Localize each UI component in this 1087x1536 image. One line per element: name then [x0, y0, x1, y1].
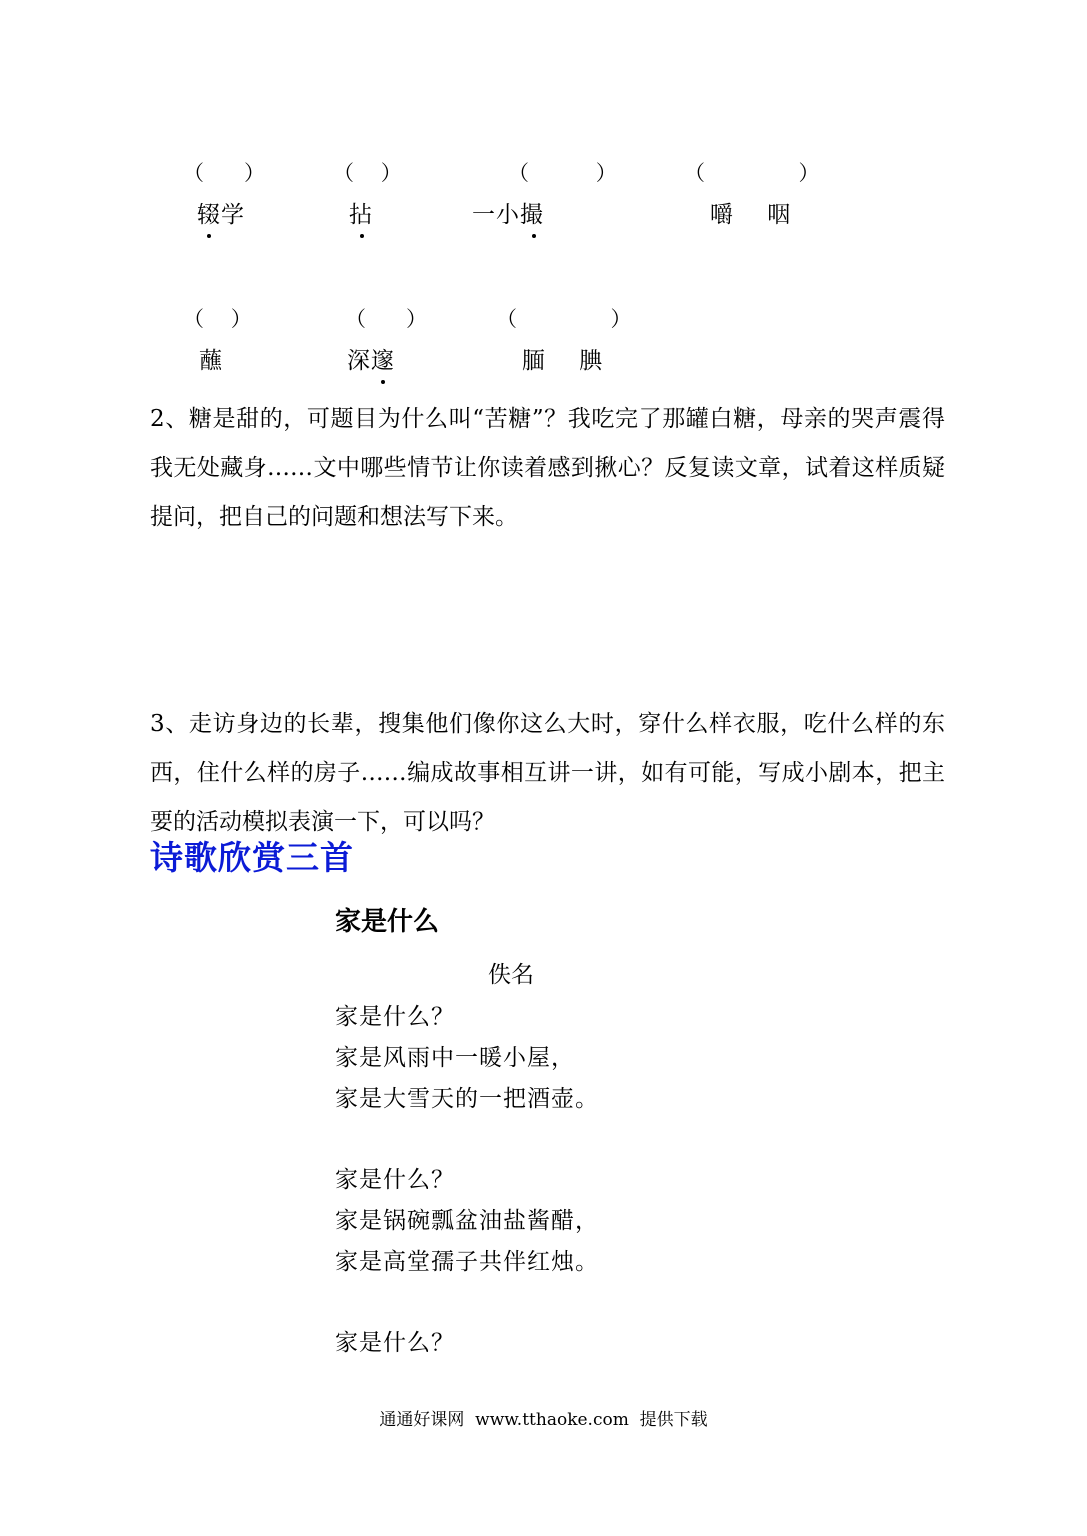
answer-parentheses: （ ）: [508, 161, 617, 185]
emphasis-dot: [207, 234, 211, 238]
emphasis-dot: [381, 380, 385, 384]
stanza-gap: [335, 1283, 599, 1323]
vocab-word: 蘸: [199, 348, 223, 374]
answer-parentheses: （ ）: [183, 307, 252, 331]
poem-line: 家是什么？: [335, 1330, 455, 1356]
question-2: 2、糖是甜的，可题目为什么叫“苦糖”？我吃完了那罐白糖，母亲的哭声震得我无处藏身……文中哪些情节让你读着感到揪心？反复读文章，试着这样质疑提问，把自己的问题和想法写下来。: [150, 406, 945, 530]
stanza-gap: [335, 1120, 599, 1160]
answer-parentheses: （ ）: [345, 307, 428, 331]
pinyin-row-2: [0, 304, 1087, 384]
poem-author: 佚名: [488, 962, 534, 988]
vocab-word: 嚼 咽: [710, 202, 792, 228]
poem-line: 家是高堂孺子共伴红烛。: [335, 1249, 599, 1275]
poem-line: 家是什么？: [335, 1004, 455, 1030]
poem-line: 家是大雪天的一把酒壶。: [335, 1086, 599, 1112]
answer-parentheses: （ ）: [183, 161, 266, 185]
answer-parentheses: （ ）: [496, 307, 632, 331]
poem-title: 家是什么: [335, 907, 440, 937]
question-3: 3、走访身边的长辈，搜集他们像你这么大时，穿什么样衣服，吃什么样的东西，住什么样的房子……编成故事相互讲一讲，如有可能，写成小剧本，把主要的活动模拟表演一下，可以吗？: [150, 711, 945, 835]
answer-parentheses: （ ）: [684, 161, 820, 185]
vocab-word: 拈: [349, 202, 373, 228]
emphasis-dot: [532, 234, 536, 238]
answer-parentheses: （ ）: [333, 161, 402, 185]
section-title: 诗歌欣赏三首: [150, 838, 354, 877]
page-footer: 通通好课网 www.tthaoke.com 提供下载: [379, 1410, 708, 1430]
vocab-word: 一小撮: [472, 202, 544, 228]
vocab-word: 辍学: [197, 202, 245, 228]
poem-body: [335, 997, 599, 1364]
vocab-word: 腼 腆: [522, 348, 604, 374]
poem-line: 家是什么？: [335, 1167, 455, 1193]
poem-line: 家是风雨中一暖小屋，: [335, 1045, 575, 1071]
poem-line: 家是锅碗瓢盆油盐酱醋，: [335, 1208, 599, 1234]
emphasis-dot: [360, 234, 364, 238]
vocab-word: 深邃: [347, 348, 395, 374]
pinyin-row-1: [0, 158, 1087, 238]
